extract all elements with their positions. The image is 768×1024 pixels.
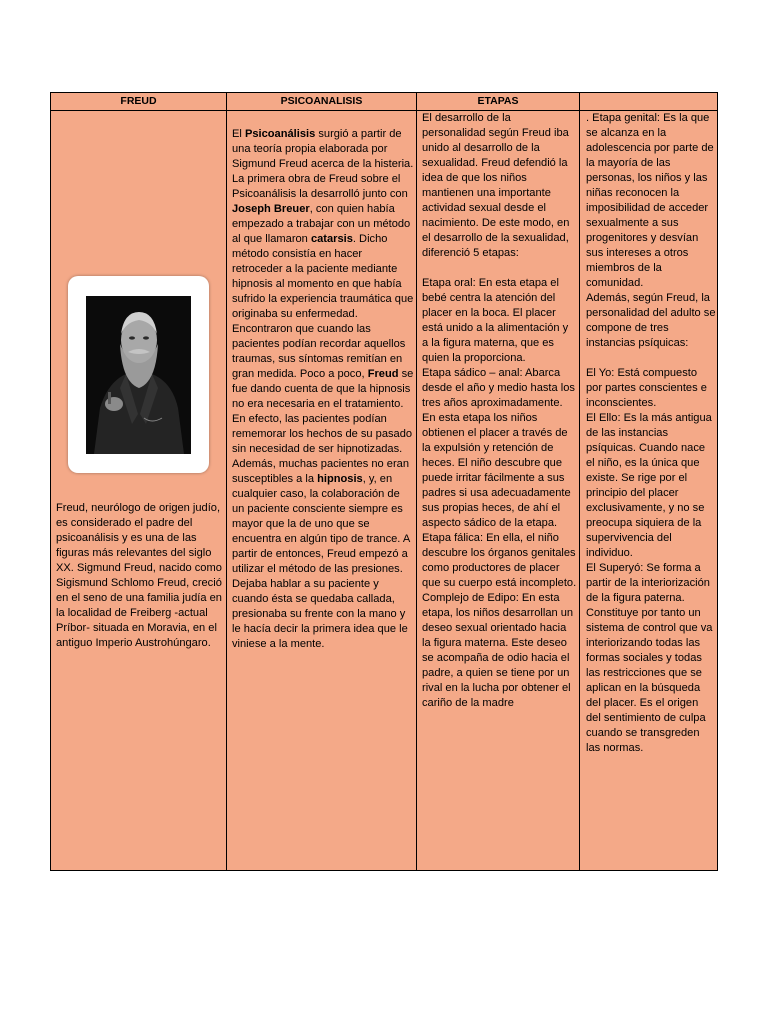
- hipnosis-term: hipnosis: [317, 473, 363, 485]
- psicoanalisis-term: Psicoanálisis: [244, 128, 316, 140]
- cell-freud: [51, 111, 227, 870]
- psicoanalisis-text-4: . Dicho método consistía en hacer retroceder a la paciente mediante hipnosis al momento en que había sufrido la experiencia traumática que originaba su enfermedad. Encontraron que cuando las pacientes podían recordar aquellos traumas, sus síntomas remitían en gran medida. Poco a poco,: [232, 233, 414, 380]
- freud-table: [50, 92, 718, 871]
- psicoanalisis-text-2: surgió a partir de una teoría propia elaborada por Sigmund Freud acerca de la histeria. La primera obra de Freud sobre el Psicoanálisis la desarrolló junto con: [232, 128, 414, 200]
- etapas-text: [422, 111, 577, 711]
- cell-etapas: [417, 111, 580, 870]
- catarsis-term: catarsis: [310, 233, 353, 245]
- header-freud: FREUD: [51, 93, 227, 111]
- etapas-intro: El desarrollo de la personalidad según Freud iba unido al desarrollo de la sexualidad. Freud defendió la idea de que los niños mantienen una importante actividad sexual desde el nacimiento. De este modo, en el desarrollo de la sexualidad, diferenció 5 etapas:: [422, 112, 570, 259]
- etapa-genital: . Etapa genital: Es la que se alcanza en la adolescencia por parte de la mayoría de las personas, los niños y las niñas reconocen la imposibilidad de acceder sexualmente a sus progenitores y desvían sus intereses a otros miembros de la comunidad.: [586, 112, 714, 289]
- psicoanalisis-text: [232, 127, 414, 652]
- header-psicoanalisis: PSICOANALISIS: [227, 93, 417, 111]
- instancia-yo: El Yo: Está compuesto por partes conscientes e inconscientes.: [586, 367, 707, 409]
- etapa-anal: Etapa sádico – anal: Abarca desde el año y medio hasta los tres años aproximadamente. En esta etapa los niños obtienen el placer a través de la expulsión y retención de heces. El niño descubre que puede irritar fácilmente a sus padres si usa adecuadamente sus propias heces, de ahí el aspecto sádico de la etapa.: [422, 367, 575, 529]
- instancia-ello: El Ello: Es la más antigua de las instancias psíquicas. Cuando nace el niño, es la única que existe. Se rige por el principio del placer exclusivamente, y no se preocupa siquiera de la supervivencia del individuo.: [586, 412, 712, 559]
- cell-psicoanalisis: [227, 111, 417, 870]
- freud-name: Freud: [367, 368, 399, 380]
- instancias-text: [586, 111, 716, 756]
- psicoanalisis-text-1: El: [232, 128, 245, 140]
- psicoanalisis-text-5: se fue dando cuenta de que la hipnosis no era necesaria en el tratamiento. En efecto, las pacientes podían rememorar los hechos de su pasado sin necesidad de ser hipnotizadas. Además, muchas pacientes no eran susceptibles a la: [232, 368, 414, 485]
- etapa-falica: Etapa fálica: En ella, el niño descubre los órganos genitales como productores de placer que su cuerpo está incompleto.: [422, 532, 577, 589]
- psicoanalisis-text-6: , y, en cualquier caso, la colaboración de un paciente consciente siempre es mayor que la de uno que se encuentra en algún tipo de trance. A partir de entonces, Freud empezó a utilizar el método de las presiones. Dejaba hablar a su paciente y cuando ésta se quedaba callada, presionaba su frente con la mano y le hacía decir la primera idea que le viniese a la mente.: [232, 473, 410, 650]
- psicoanalisis-text-3: , con quien había empezado a trabajar con un método al que llamaron: [232, 203, 411, 245]
- etapa-oral: Etapa oral: En esta etapa el bebé centra la atención del placer en la boca. El placer está unido a la alimentación y a la figura materna, que es quien la proporciona.: [422, 277, 569, 364]
- cell-instancias: [580, 111, 718, 870]
- header-etapas: ETAPAS: [417, 93, 580, 111]
- instancias-gap: [586, 351, 716, 366]
- freud-portrait-image: [86, 296, 191, 454]
- instancia-superyo: El Superyó: Se forma a partir de la interiorización de la figura paterna. Constituye por tanto un sistema de control que va interiorizando todas las formas sociales y todas las restricciones que se aplican en la búsqueda del placer. Es el origen del sentimiento de culpa cuando se transgreden las normas.: [586, 562, 713, 754]
- instancias-intro: Además, según Freud, la personalidad del adulto se compone de tres instancias psíquicas:: [586, 292, 716, 349]
- freud-bio: Freud, neurólogo de origen judío, es considerado el padre del psicoanálisis y es una de las figuras más relevantes del siglo XX. Sigmund Freud, nacido como Sigismund Schlomo Freud, creció en el seno de una familia judía en la localidad de Freiberg -actual Príbor- situada en Moravia, en el antiguo Imperio Austrohúngaro.: [56, 502, 222, 649]
- complejo-edipo: Complejo de Edipo: En esta etapa, los niños desarrollan un deseo sexual orientado hacia la figura materna. Este deseo se acompaña de odio hacia el padre, a quien se tiene por un rival en la lucha por obtener el cariño de la madre: [422, 592, 574, 709]
- header-empty: [580, 93, 718, 111]
- breuer-name: Joseph Breuer: [232, 203, 310, 215]
- freud-portrait-card: [68, 276, 209, 473]
- etapas-gap: [422, 261, 577, 276]
